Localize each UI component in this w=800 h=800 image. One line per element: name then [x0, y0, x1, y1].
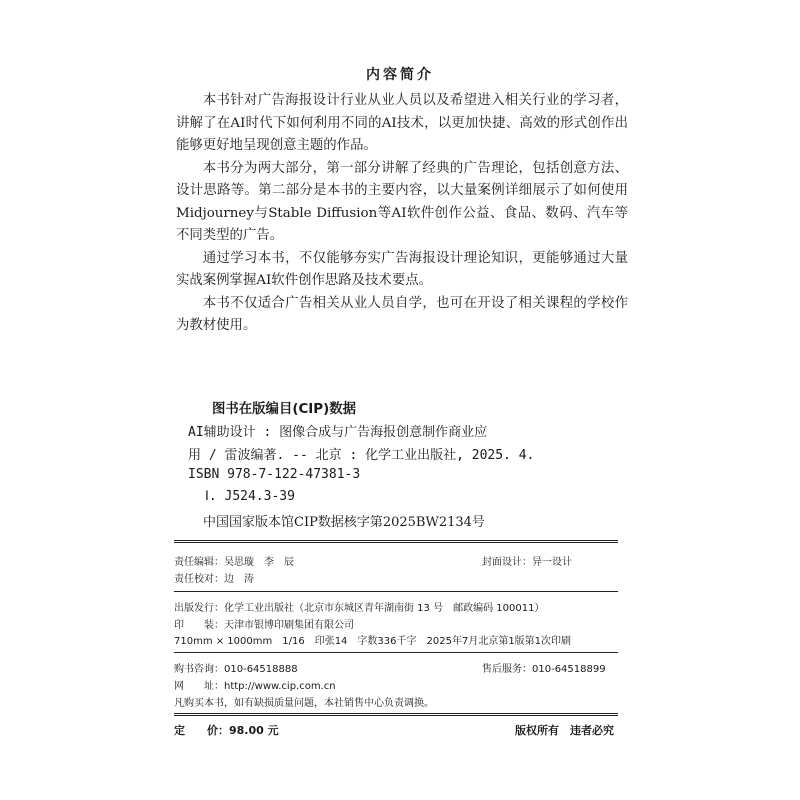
after-sales-hotline: 售后服务：010-64518899 — [482, 664, 606, 675]
website: 网 址：http://www.cip.com.cn — [174, 681, 336, 692]
intro-title: 内容简介 — [366, 67, 434, 83]
printer-info: 印 装：天津市银博印刷集团有限公司 — [174, 620, 354, 631]
bottom-double-rule — [174, 713, 618, 716]
intro-body — [176, 90, 628, 338]
intro-paragraph-1: 本书针对广告海报设计行业从业人员以及希望进入相关行业的学习者，讲解了在AI时代下如何利用不同的AI技术，以更加快捷、高效的形式创作出能够更好地呈现创意主题的作品。 — [176, 93, 628, 153]
purchase-hotline: 购书咨询：010-64518888 — [174, 664, 298, 675]
cover-design: 封面设计：异一设计 — [482, 557, 572, 568]
intro-paragraph-4: 本书不仅适合广告相关从业人员自学，也可在开设了相关课程的学校作为教材使用。 — [176, 295, 628, 333]
intro-paragraph-2: 本书分为两大部分，第一部分讲解了经典的广告理论，包括创意方法、设计思路等。第二部分是本书的主要内容，以大量案例详细展示了如何使用Midjourney与Stable Diffusion等AI软件创作公益、食品、数码、汽车等不同类型的广告。 — [176, 160, 628, 243]
responsible-proofreader: 责任校对：边 涛 — [174, 574, 254, 585]
format-info: 710mm × 1000mm 1/16 印张14 字数336千字 2025年7月北京第1版第1次印刷 — [174, 636, 572, 647]
price: 定 价：98.00 元 — [174, 724, 279, 737]
top-double-rule — [174, 540, 618, 543]
copyright-notice: 版权所有 违者必究 — [515, 724, 614, 737]
cip-line-2: 用 / 雷波编著. -- 北京 : 化学工业出版社, 2025. 4. — [188, 448, 535, 463]
cip-isbn: ISBN 978-7-122-47381-3 — [188, 467, 361, 482]
cip-record-number: 中国国家版本馆CIP数据核字第2025BW2134号 — [203, 515, 485, 530]
divider-2 — [174, 652, 618, 653]
responsible-editor: 责任编辑：吴思璇 李 辰 — [174, 557, 294, 568]
quality-notice: 凡购买本书，如有缺损质量问题，本社销售中心负责调换。 — [174, 698, 434, 709]
cip-classification: Ⅰ. J524.3-39 — [205, 489, 295, 504]
divider-1 — [174, 591, 618, 592]
cip-title: 图书在版编目(CIP)数据 — [212, 402, 356, 417]
publisher-info: 出版发行：化学工业出版社（北京市东城区青年湖南街 13 号 邮政编码 100011） — [174, 603, 545, 614]
intro-paragraph-3: 通过学习本书，不仅能够夯实广告海报设计理论知识，更能够通过大量实战案例掌握AI软件创作思路及技术要点。 — [176, 250, 628, 288]
cip-line-1: AI辅助设计 : 图像合成与广告海报创意制作商业应 — [188, 425, 488, 440]
